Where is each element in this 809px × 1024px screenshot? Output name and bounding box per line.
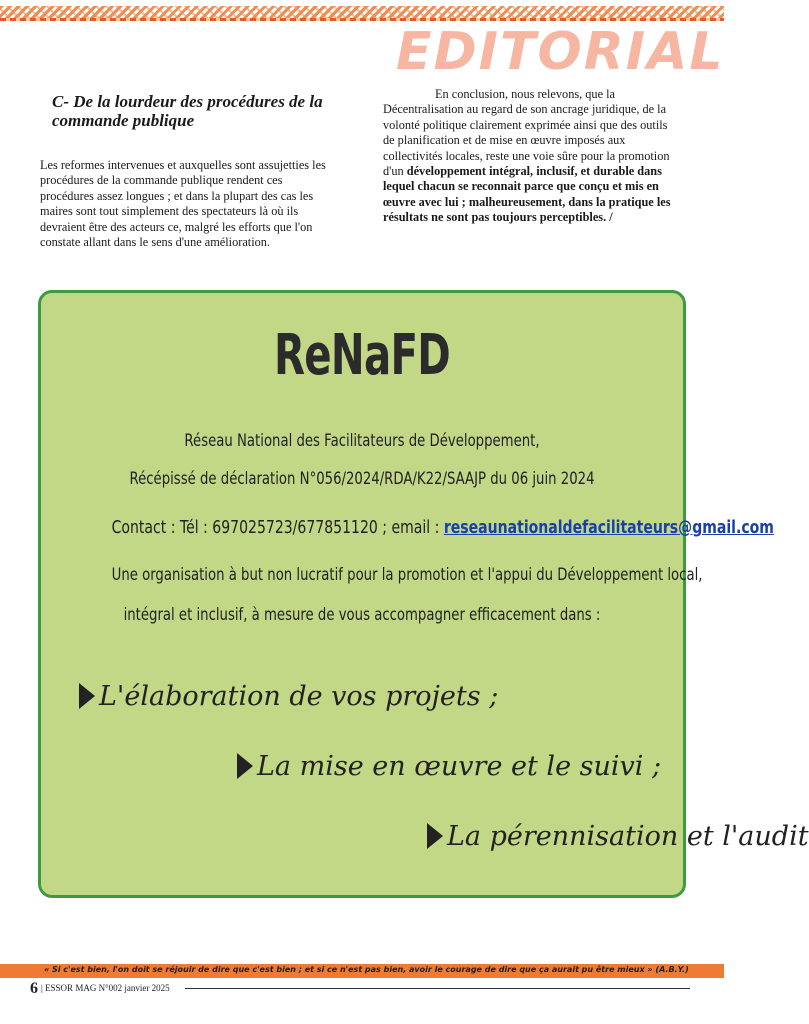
renafd-advert	[38, 290, 809, 898]
service-item-audit	[427, 821, 809, 852]
page-number: 6	[30, 980, 38, 997]
conclusion-bold-text: développement intégral, inclusif, et durable dans lequel chacun se reconnait parce que conçu et mis en œuvre avec lui ; malheureusement, dans la pratique les résultats ne sont pas toujours perceptibles. /	[383, 164, 671, 225]
contact-line	[111, 517, 774, 538]
service-item-projects	[79, 681, 498, 712]
service-label: La pérennisation et l'audit	[447, 821, 809, 852]
mission-line-2: intégral et inclusif, à mesure de vous accompagner efficacement dans :	[123, 605, 601, 625]
organisation-full-name: Réseau National des Facilitateurs de Développement,	[184, 431, 540, 451]
footer-quote: « Si c'est bien, l'on doit se réjouir de dire que c'est bien ; et si ce n'est pas bien, avoir le courage de dire que ça aurait pu être mieux » (A.B.Y.)	[44, 965, 689, 974]
arrow-bullet-icon	[427, 823, 443, 849]
email-link[interactable]: reseaunationaldefacilitateurs@gmail.com	[443, 517, 774, 538]
page-footer	[30, 980, 170, 998]
footer-rule	[185, 988, 690, 989]
conclusion-first-line: En conclusion, nous relevons, que la	[435, 87, 615, 101]
service-item-implementation	[237, 751, 661, 782]
right-column	[383, 87, 681, 226]
brand-name: ReNaFD	[273, 323, 451, 388]
conclusion-text: Décentralisation au regard de son ancrage juridique, de la volonté politique clairement exprimée ainsi que des outils de planification et de mise en œuvre imposés aux collectivités locales, reste une voie sûre pour la promotion d'un	[383, 102, 670, 179]
mission-line-1: Une organisation à but non lucratif pour la promotion et l'appui du Développement local,	[111, 565, 703, 585]
declaration-receipt: Récépissé de déclaration N°056/2024/RDA/K22/SAAJP du 06 juin 2024	[129, 469, 595, 489]
contact-phone: Contact : Tél : 697025723/677851120 ; email :	[111, 517, 444, 538]
left-paragraph: Les reformes intervenues et auxquelles sont assujetties les procédures de la commande publique rendent ces procédures assez longues ; et dans la plupart des cas les maires sont tout simplement des spectateurs là où ils devraient être des acteurs ce, malgré les efforts que l'on constate allant dans le sens d'une amélioration.	[40, 158, 326, 250]
section-heading: C- De la lourdeur des procédures de la commande publique	[52, 92, 323, 130]
page-title: EDITORIAL	[396, 22, 725, 82]
left-column	[40, 92, 338, 250]
publication-info: | ESSOR MAG N°002 janvier 2025	[41, 983, 170, 993]
decorative-top-stripe	[0, 18, 724, 21]
service-label: La mise en œuvre et le suivi ;	[257, 751, 662, 782]
service-label: L'élaboration de vos projets ;	[99, 681, 499, 712]
arrow-bullet-icon	[79, 683, 95, 709]
arrow-bullet-icon	[237, 753, 253, 779]
